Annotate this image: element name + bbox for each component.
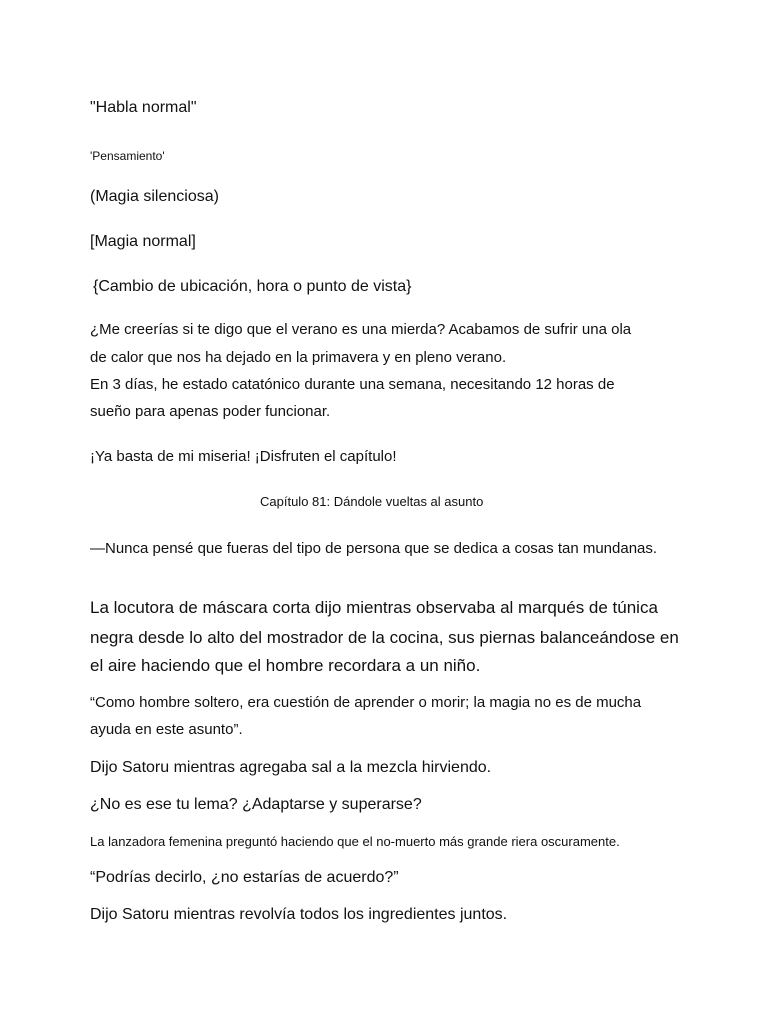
intro-line-4: sueño para apenas poder funcionar. [90, 403, 331, 420]
legend-normal-speech: "Habla normal" [90, 99, 197, 116]
body-paragraph-3-line-2: ayuda en este asunto”. [90, 721, 243, 738]
body-paragraph-2-line-1: La locutora de máscara corta dijo mientras observaba al marqués de túnica [90, 598, 658, 617]
intro-line-2: de calor que nos ha dejado en la primavera y en pleno verano. [90, 349, 507, 366]
body-paragraph-6: La lanzadora femenina preguntó haciendo que el no-muerto más grande riera oscuramente. [90, 834, 620, 849]
body-paragraph-4: Dijo Satoru mientras agregaba sal a la mezcla hirviendo. [90, 759, 492, 776]
legend-thought: 'Pensamiento' [90, 149, 165, 163]
intro-line-3: En 3 días, he estado catatónico durante una semana, necesitando 12 horas de [90, 376, 615, 393]
intro-line-1: ¿Me creerías si te digo que el verano es una mierda? Acabamos de sufrir una ola [90, 321, 632, 338]
body-paragraph-1: —Nunca pensé que fueras del tipo de persona que se dedica a cosas tan mundanas. [90, 540, 658, 557]
body-paragraph-7: “Podrías decirlo, ¿no estarías de acuerdo?” [90, 869, 399, 886]
intro-closing: ¡Ya basta de mi miseria! ¡Disfruten el capítulo! [90, 448, 397, 465]
chapter-title: Capítulo 81: Dándole vueltas al asunto [260, 494, 484, 509]
legend-silent-magic: (Magia silenciosa) [90, 188, 219, 205]
body-paragraph-2-line-2: negra desde lo alto del mostrador de la cocina, sus piernas balanceándose en [90, 628, 679, 647]
body-paragraph-5: ¿No es ese tu lema? ¿Adaptarse y superarse? [90, 796, 422, 813]
legend-scene-change: {Cambio de ubicación, hora o punto de vista} [93, 278, 412, 295]
body-paragraph-8: Dijo Satoru mientras revolvía todos los ingredientes juntos. [90, 906, 508, 923]
legend-normal-magic: [Magia normal] [90, 233, 196, 250]
body-paragraph-3-line-1: “Como hombre soltero, era cuestión de aprender o morir; la magia no es de mucha [90, 694, 642, 711]
body-paragraph-2-line-3: el aire haciendo que el hombre recordara a un niño. [90, 656, 481, 675]
